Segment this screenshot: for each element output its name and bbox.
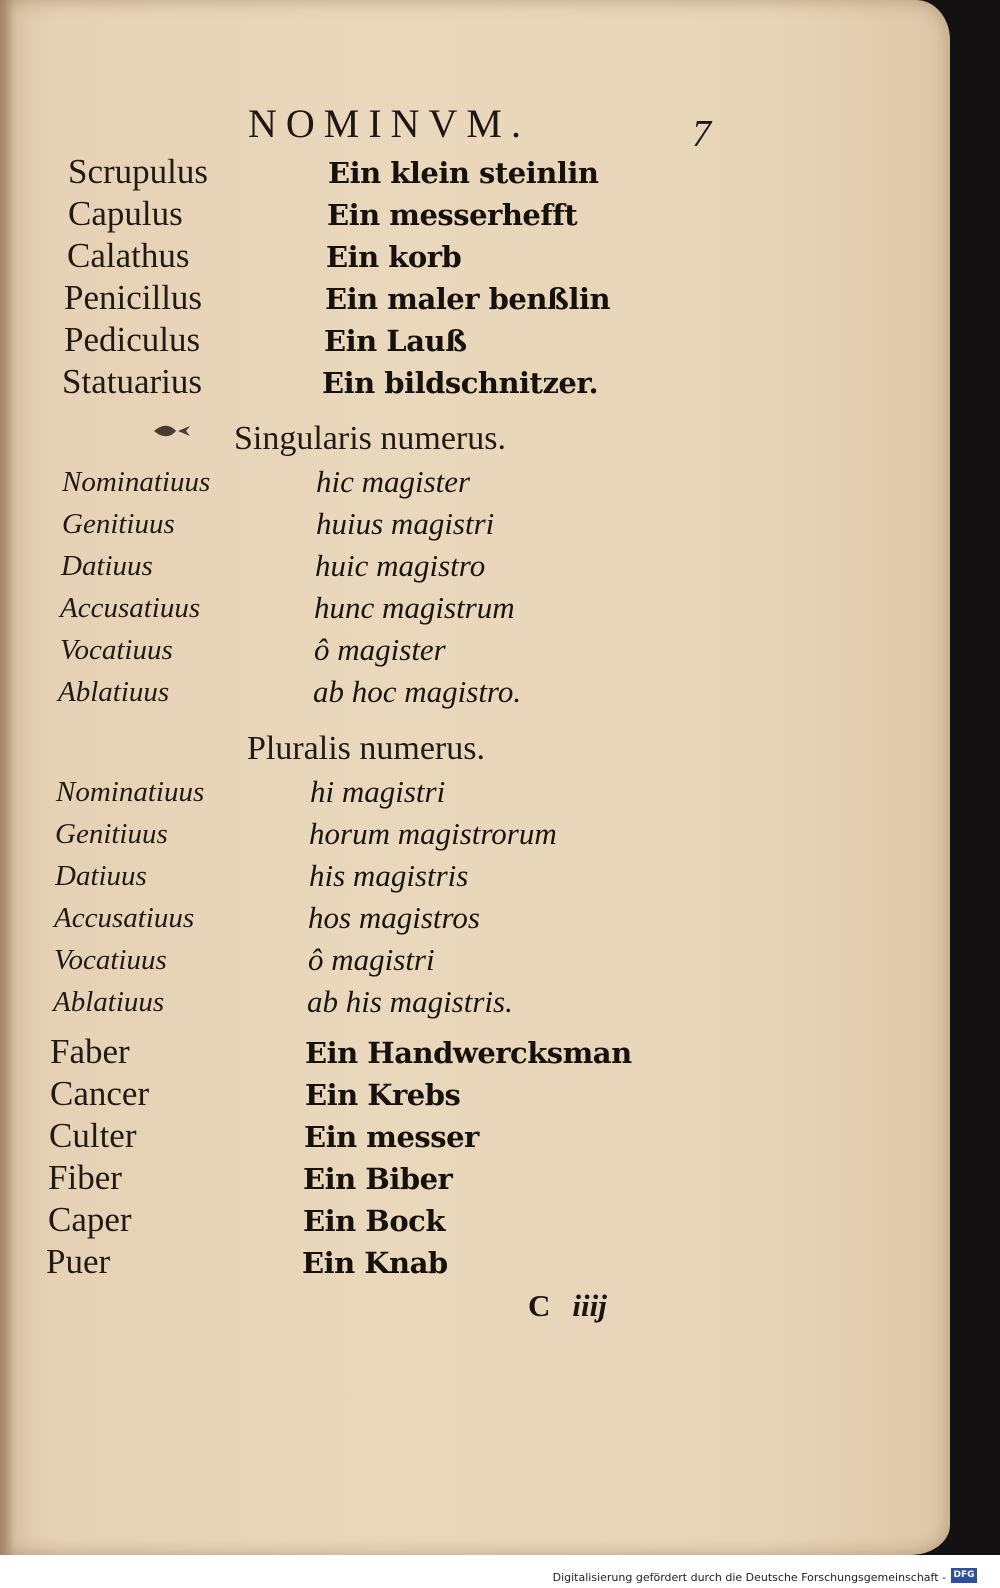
vocab-latin: Scrupulus <box>68 152 208 191</box>
vocab-latin: Statuarius <box>62 362 202 401</box>
case-form: hunc magistrum <box>314 590 515 625</box>
case-form: hic magister <box>316 464 471 499</box>
case-form: his magistris <box>309 858 469 893</box>
vocab-latin: Caper <box>48 1200 132 1239</box>
vocab-german: Ein Bock <box>303 1204 445 1238</box>
vocab-german: Ein Lauß <box>324 324 467 358</box>
case-form: huic magistro <box>315 548 486 583</box>
vocab-latin: Capulus <box>68 194 183 233</box>
vocab-german: Ein klein steinlin <box>328 156 599 190</box>
vocab-german: Ein Handwercksman <box>305 1036 632 1070</box>
case-form: ab hoc magistro. <box>313 674 522 709</box>
section-title-plural: Pluralis numerus. <box>247 730 485 767</box>
dfg-logo: DFG <box>951 1568 977 1583</box>
fleuron-ornament <box>152 422 192 440</box>
page-number: 7 <box>692 113 711 155</box>
vocab-german: Ein Knab <box>302 1246 448 1280</box>
vocab-german: Ein korb <box>326 240 462 274</box>
case-label: Ablatiuus <box>53 986 165 1018</box>
vocab-latin: Culter <box>49 1116 137 1155</box>
case-label: Datiuus <box>55 860 147 892</box>
case-label: Vocatiuus <box>54 944 167 976</box>
vocab-latin: Puer <box>46 1242 111 1281</box>
case-form: hos magistros <box>308 900 480 935</box>
case-label: Nominatiuus <box>56 776 205 808</box>
vocab-latin: Penicillus <box>64 278 203 317</box>
vocab-latin: Faber <box>50 1032 130 1071</box>
signature-letter: C <box>528 1288 551 1323</box>
vocab-german: Ein bildschnitzer. <box>322 366 599 400</box>
vocab-german: Ein Krebs <box>305 1078 461 1112</box>
vocab-german: Ein messerhefft <box>327 198 578 232</box>
vocab-latin: Fiber <box>48 1158 122 1197</box>
case-form: huius magistri <box>316 506 495 541</box>
case-form: ab his magistris. <box>307 984 513 1019</box>
case-label: Genitiuus <box>55 818 168 850</box>
page-gutter-shadow <box>0 0 14 1555</box>
case-label: Nominatiuus <box>62 466 211 498</box>
vocab-german: Ein maler benßlin <box>325 282 611 316</box>
case-label: Genitiuus <box>62 508 175 540</box>
vocab-latin: Cancer <box>50 1074 150 1113</box>
footer-credit: Digitalisierung gefördert durch die Deutsche Forschungsgemeinschaft - <box>552 1571 946 1584</box>
case-label: Accusatiuus <box>60 592 201 624</box>
vocab-latin: Calathus <box>67 236 190 275</box>
vocab-german: Ein Biber <box>303 1162 453 1196</box>
case-label: Ablatiuus <box>58 676 170 708</box>
signature-numeral: iiij <box>572 1288 607 1323</box>
case-label: Datiuus <box>61 550 153 582</box>
case-form: ô magistri <box>308 942 435 977</box>
case-form: hi magistri <box>310 774 446 809</box>
case-label: Vocatiuus <box>60 634 173 666</box>
section-title-singular: Singularis numerus. <box>234 420 506 457</box>
case-form: horum magistrorum <box>309 816 557 851</box>
vocab-german: Ein messer <box>304 1120 479 1154</box>
case-label: Accusatiuus <box>54 902 195 934</box>
case-form: ô magister <box>314 632 446 667</box>
signature-mark <box>528 1288 607 1324</box>
running-head: NOMINVM. <box>248 101 530 146</box>
vocab-latin: Pediculus <box>64 320 201 359</box>
